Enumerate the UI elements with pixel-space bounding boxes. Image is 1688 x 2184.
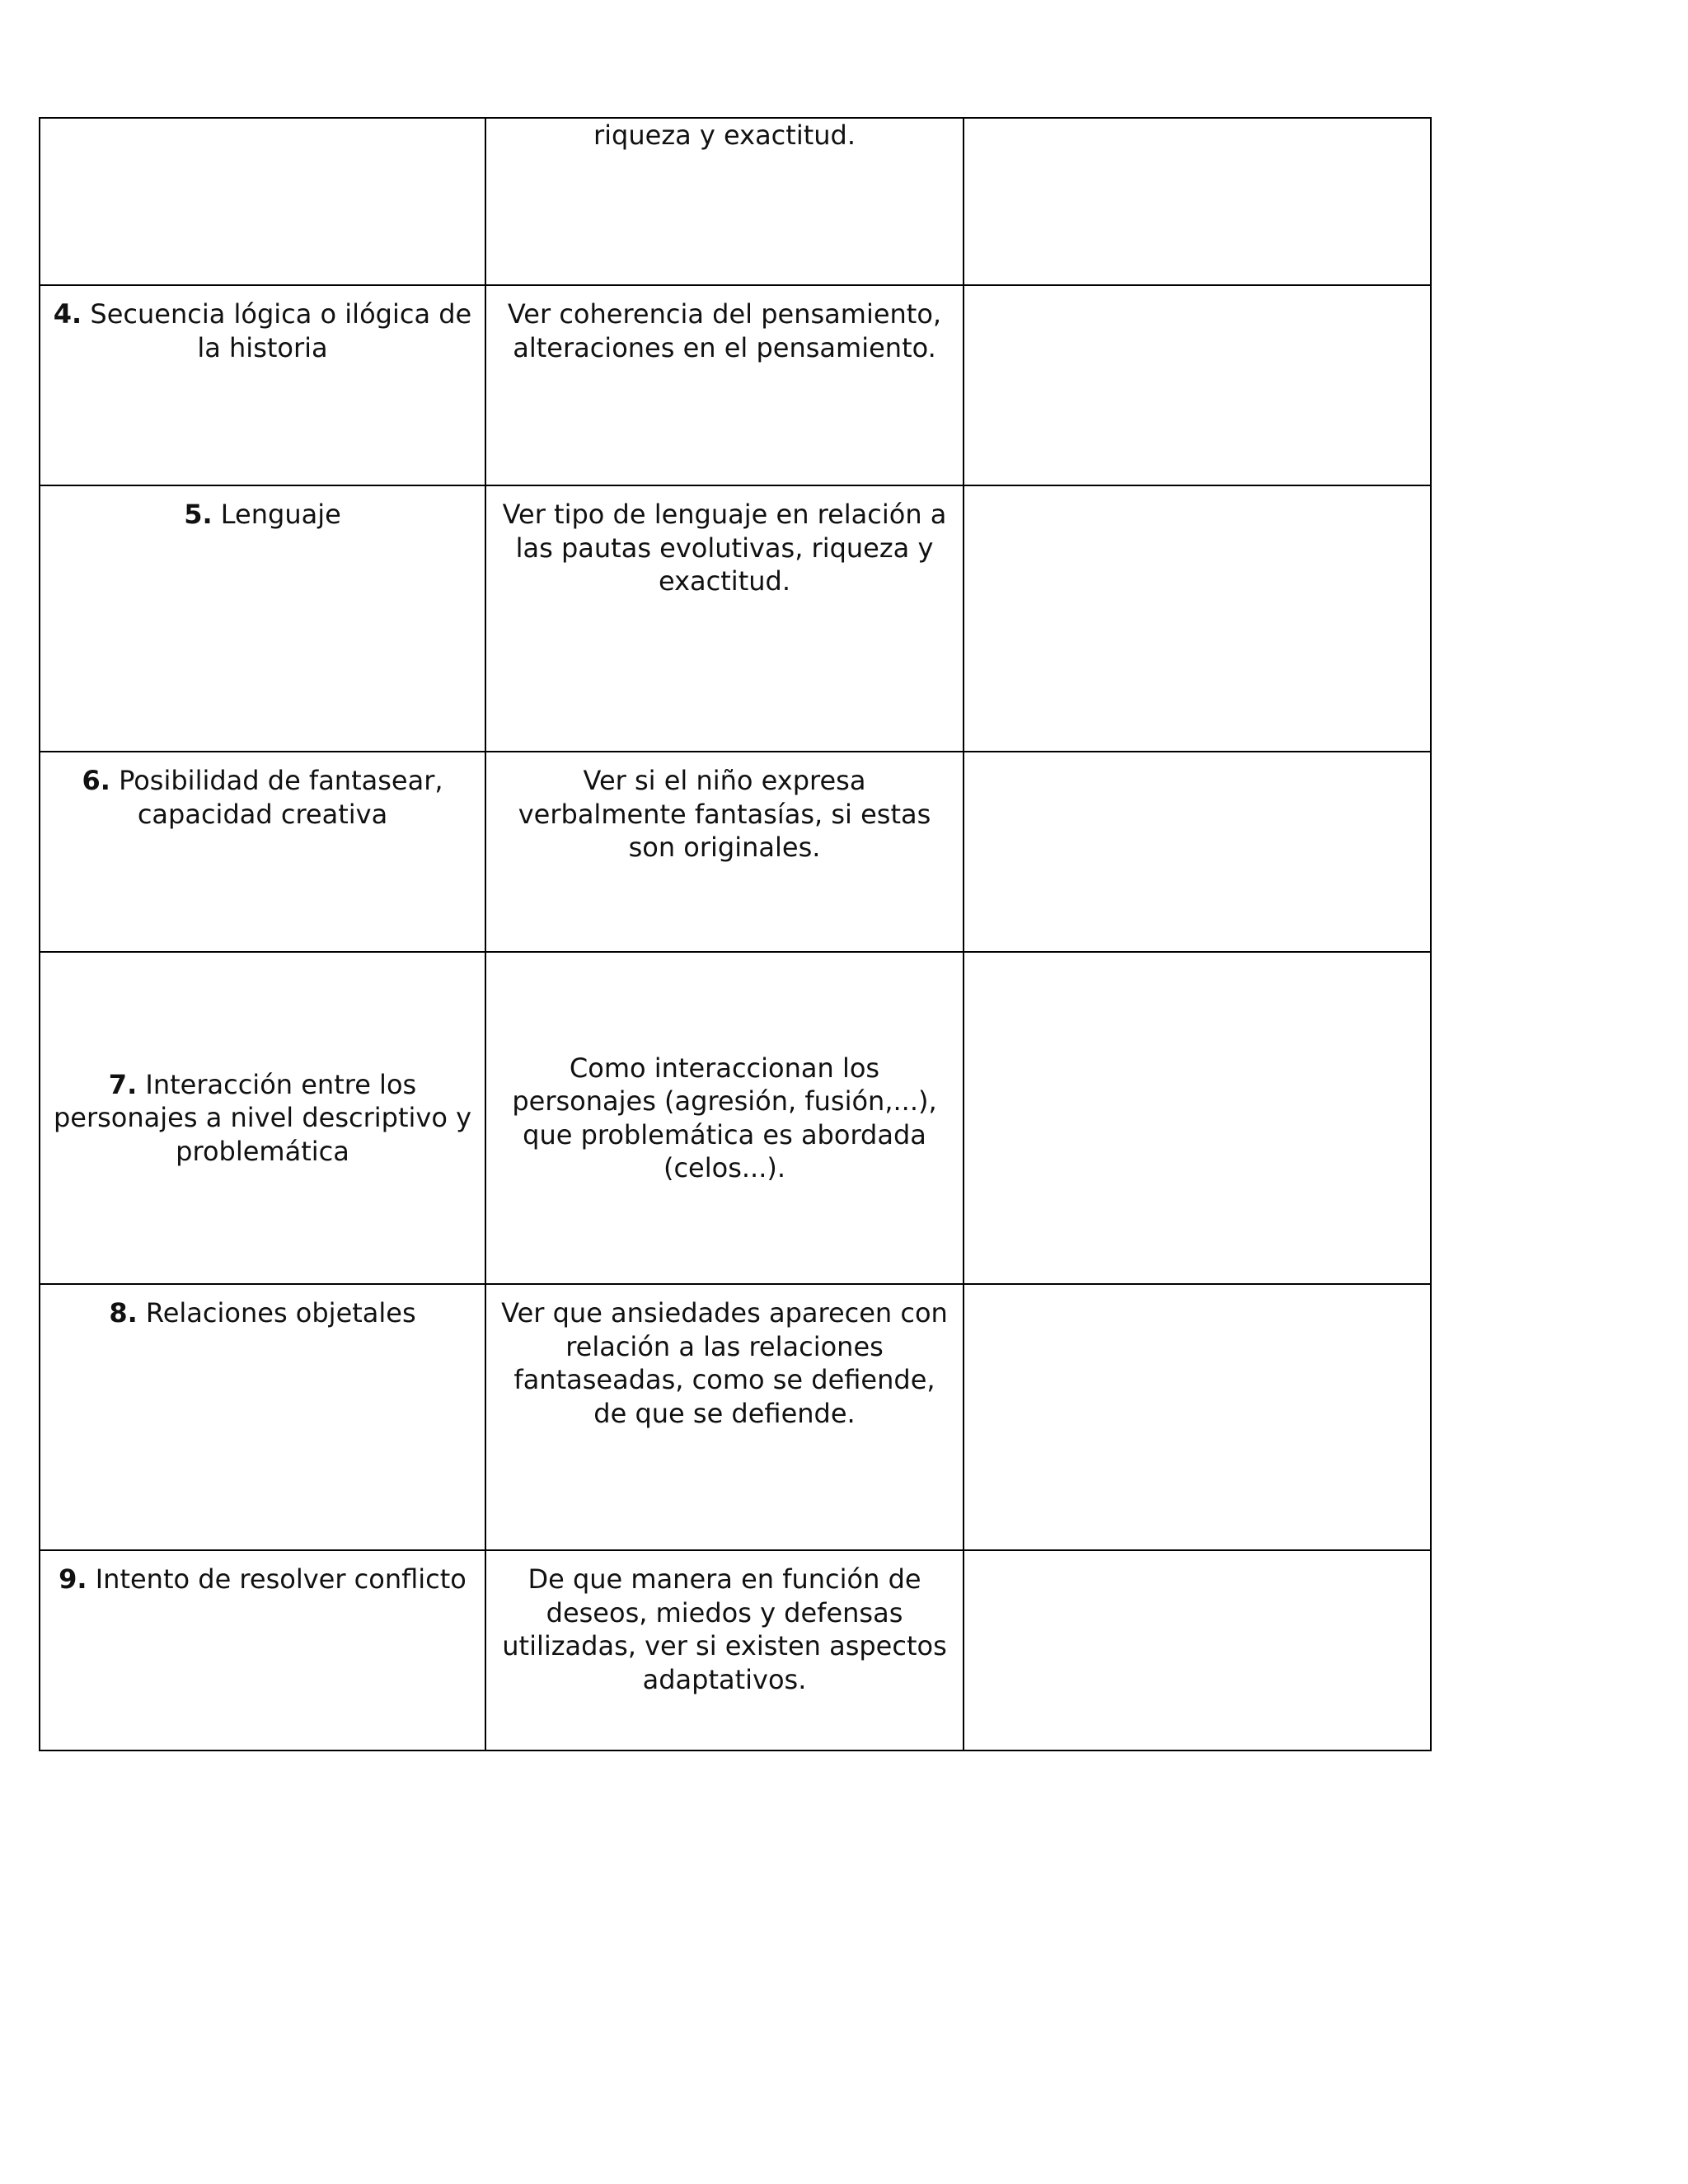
observation-cell — [964, 752, 1431, 952]
table-row — [40, 1550, 1431, 1750]
aspect-text: Relaciones objetales — [145, 1297, 416, 1329]
objective-text: riqueza y exactitud. — [593, 120, 856, 151]
observation-cell — [964, 1550, 1431, 1750]
observation-cell — [964, 285, 1431, 485]
table-row — [40, 285, 1431, 485]
aspect-text: Lenguaje — [220, 499, 341, 530]
item-number: 5. — [184, 499, 213, 530]
aspect-cell — [40, 118, 485, 285]
objective-text: Ver coherencia del pensamiento, alteraciones en el pensamiento. — [507, 298, 942, 363]
objective-text: Ver tipo de lenguaje en relación a las pautas evolutivas, riqueza y exactitud. — [502, 499, 947, 597]
aspect-text: Interacción entre los personajes a nivel descriptivo y problemática — [53, 1068, 472, 1167]
observation-cell — [964, 1284, 1431, 1550]
objective-text: De que manera en función de deseos, miedos y defensas utilizadas, ver si existen aspectos adaptativos. — [502, 1563, 947, 1695]
aspect-text: Posibilidad de fantasear, capacidad creativa — [119, 765, 443, 830]
item-number: 7. — [108, 1068, 138, 1100]
objective-cell — [485, 952, 964, 1284]
item-number: 9. — [59, 1563, 87, 1595]
observation-cell — [964, 485, 1431, 752]
table-row — [40, 952, 1431, 1284]
aspect-cell — [40, 485, 485, 752]
table-row — [40, 1284, 1431, 1550]
table-row — [40, 752, 1431, 952]
table-row — [40, 485, 1431, 752]
aspect-text: Secuencia lógica o ilógica de la historia — [90, 298, 472, 363]
objective-cell — [485, 285, 964, 485]
objective-text: Como interaccionan los personajes (agresión, fusión,...), que problemática es abordada (celos...). — [512, 1052, 937, 1183]
item-number: 8. — [109, 1297, 138, 1329]
objective-cell — [485, 752, 964, 952]
table-row — [40, 118, 1431, 285]
objective-cell — [485, 485, 964, 752]
objective-cell — [485, 1550, 964, 1750]
aspect-cell — [40, 752, 485, 952]
objective-cell — [485, 118, 964, 285]
item-number: 4. — [53, 298, 82, 330]
aspect-cell — [40, 1550, 485, 1750]
aspect-cell — [40, 952, 485, 1284]
observation-cell — [964, 952, 1431, 1284]
aspect-cell — [40, 1284, 485, 1550]
aspect-text: Intento de resolver conflicto — [95, 1563, 467, 1595]
objective-text: Ver si el niño expresa verbalmente fantasías, si estas son originales. — [518, 765, 931, 863]
observation-cell — [964, 118, 1431, 285]
objective-cell — [485, 1284, 964, 1550]
evaluation-table — [39, 117, 1432, 1751]
objective-text: Ver que ansiedades aparecen con relación a las relaciones fantaseadas, como se defiende, de que se defiende. — [501, 1297, 948, 1429]
item-number: 6. — [82, 765, 110, 796]
aspect-cell — [40, 285, 485, 485]
